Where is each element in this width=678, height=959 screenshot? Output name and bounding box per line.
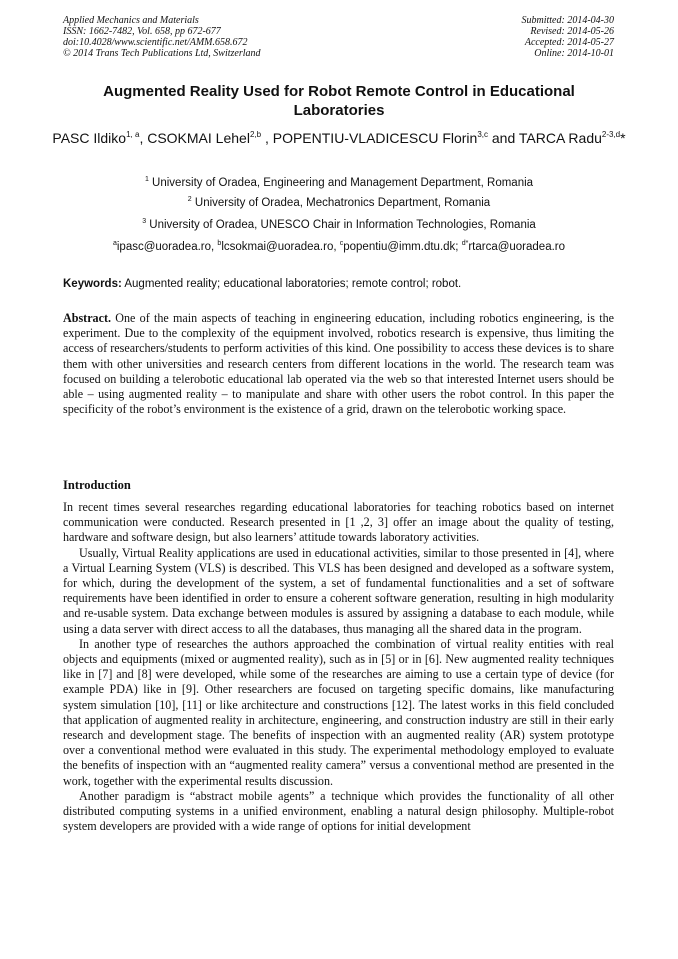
author-separator: , xyxy=(261,130,273,146)
author-name: TARCA Radu xyxy=(518,130,602,146)
introduction-heading: Introduction xyxy=(63,478,131,492)
author-emails xyxy=(40,240,638,254)
paragraph: In another type of researches the authors approached the combination of virtual reality entities with real objects and equipments (mixed or augmented reality), such as in [5] or in [6]. New augmented reality techniques like in [7] and [8] were developed, while some of the researches are aiming to use a certain type of device (for example PDA) like in [9]. Other researchers are focused on targeting specific domains, like manufacturing system simulation [10], [11] or like architecture and constructions [12]. The latest works in this field concluded that application of augmented reality in architecture, engineering, and construction industry are still in their early research and development stage. The benefits of inspection with an augmented reality (AR) system prototype over a conventional method were evaluated in this study. The experimental methodology employed to evaluate the benefits of inspection with an “augmented reality camera” versus a conventional method are presented in the work, together with the experimental results discussion. xyxy=(63,636,614,788)
accepted-date: Accepted: 2014-05-27 xyxy=(524,37,614,48)
paper-title: Augmented Reality Used for Robot Remote Control in Educational Laboratories xyxy=(103,83,575,119)
revised-date: Revised: 2014-05-26 xyxy=(530,26,614,37)
abstract xyxy=(63,311,614,417)
author-name: CSOKMAI Lehel xyxy=(147,130,250,146)
paragraph: Usually, Virtual Reality applications are used in educational activities, similar to those presented in [4], where a Virtual Learning System (VLS) is described. This VLS has been designed and developed as a software system, for which, during the development of the system, a set of fundamental functionalities and a set of software requirements have been identified in order to ensure a coherent software generation, resulting in high modularity and re-usable system. Data exchange between modules is assured by assigning a database to each module, while using a data server with direct access to all the databases, thus managing all the shared data in the program. xyxy=(63,545,614,636)
introduction-body xyxy=(63,500,614,834)
email-mark: d* xyxy=(461,240,469,247)
abstract-text: One of the main aspects of teaching in engineering education, including robotics engineering, is the experiment. Due to the complexity of the equipment involved, robotics research is expensive, thus limiting the access of researchers/students to perform activities of this kind. One possibility to access these devices is to share them with other universities and research centers from different locations in the world. The research team was focused on building a telerobotic educational lab operated via the web so that interested Internet users should be able – using augmented reality – to manipulate and share with other users the robot control. In this paper the specificity of the robot’s environment is the existence of a grid, drawn on the telerobotic working space. xyxy=(63,311,614,417)
abstract-label: Abstract. xyxy=(63,311,112,325)
affiliation-2 xyxy=(40,196,638,210)
affiliation-text: University of Oradea, Engineering and Management Department, Romania xyxy=(148,177,534,189)
affiliation-3 xyxy=(40,218,638,232)
author-list xyxy=(50,129,628,148)
email-address: lcsokmai@uoradea.ro, xyxy=(221,241,340,253)
author-name: POPENTIU-VLADICESCU Florin xyxy=(272,130,478,146)
author-separator: , xyxy=(139,130,148,146)
online-date: Online: 2014-10-01 xyxy=(534,48,614,59)
affiliation-number: 2 xyxy=(187,196,192,203)
email-mark: a xyxy=(112,240,117,247)
affiliation-1 xyxy=(40,176,638,190)
email-address: popentiu@imm.dtu.dk; xyxy=(343,241,462,253)
email-address: rtarca@uoradea.ro xyxy=(468,241,566,253)
affiliation-text: University of Oradea, Mechatronics Department, Romania xyxy=(191,197,491,209)
paragraph: Another paradigm is “abstract mobile agents” a technique which provides the functionality of all other distributed computing systems in a unified environment, enabling a natural design philosophy. Multiple-robot system developers are provided with a wide range of options for initial development xyxy=(63,788,614,834)
doi-line: doi:10.4028/www.scientific.net/AMM.658.672 xyxy=(63,37,248,48)
affiliation-number: 3 xyxy=(142,218,147,225)
author-conjunction: and xyxy=(488,130,519,146)
keywords-label: Keywords: xyxy=(63,278,122,290)
author-affiliation-mark: 1, a xyxy=(126,130,140,139)
paragraph: In recent times several researches regarding educational laboratories for teaching robotics based on internet communication were conducted. Research presented in [1 ,2, 3] offer an image about the quality of testing, hardware and software design, but also learners’ attitude towards laboratory activities. xyxy=(63,500,614,545)
author-affiliation-mark: 2,b xyxy=(249,130,262,139)
journal-header-left xyxy=(63,15,261,59)
keywords xyxy=(63,277,623,291)
journal-name: Applied Mechanics and Materials xyxy=(63,15,199,26)
email-address: ipasc@uoradea.ro, xyxy=(116,241,218,253)
author-name: PASC Ildiko xyxy=(52,130,127,146)
author-affiliation-mark: 3,c xyxy=(477,130,488,139)
affiliation-number: 1 xyxy=(144,176,149,183)
affiliation-text: University of Oradea, UNESCO Chair in Information Technologies, Romania xyxy=(146,219,536,231)
keywords-text: Augmented reality; educational laboratories; remote control; robot. xyxy=(121,278,462,290)
corresponding-author-mark: * xyxy=(620,130,626,146)
copyright-line: © 2014 Trans Tech Publications Ltd, Switzerland xyxy=(63,48,261,59)
submitted-date: Submitted: 2014-04-30 xyxy=(521,15,614,26)
journal-header-right xyxy=(522,15,615,59)
author-affiliation-mark: 2-3,d xyxy=(601,130,621,139)
issn-line: ISSN: 1662-7482, Vol. 658, pp 672-677 xyxy=(63,26,221,37)
email-mark: b xyxy=(217,240,222,247)
email-mark: c xyxy=(339,240,344,247)
